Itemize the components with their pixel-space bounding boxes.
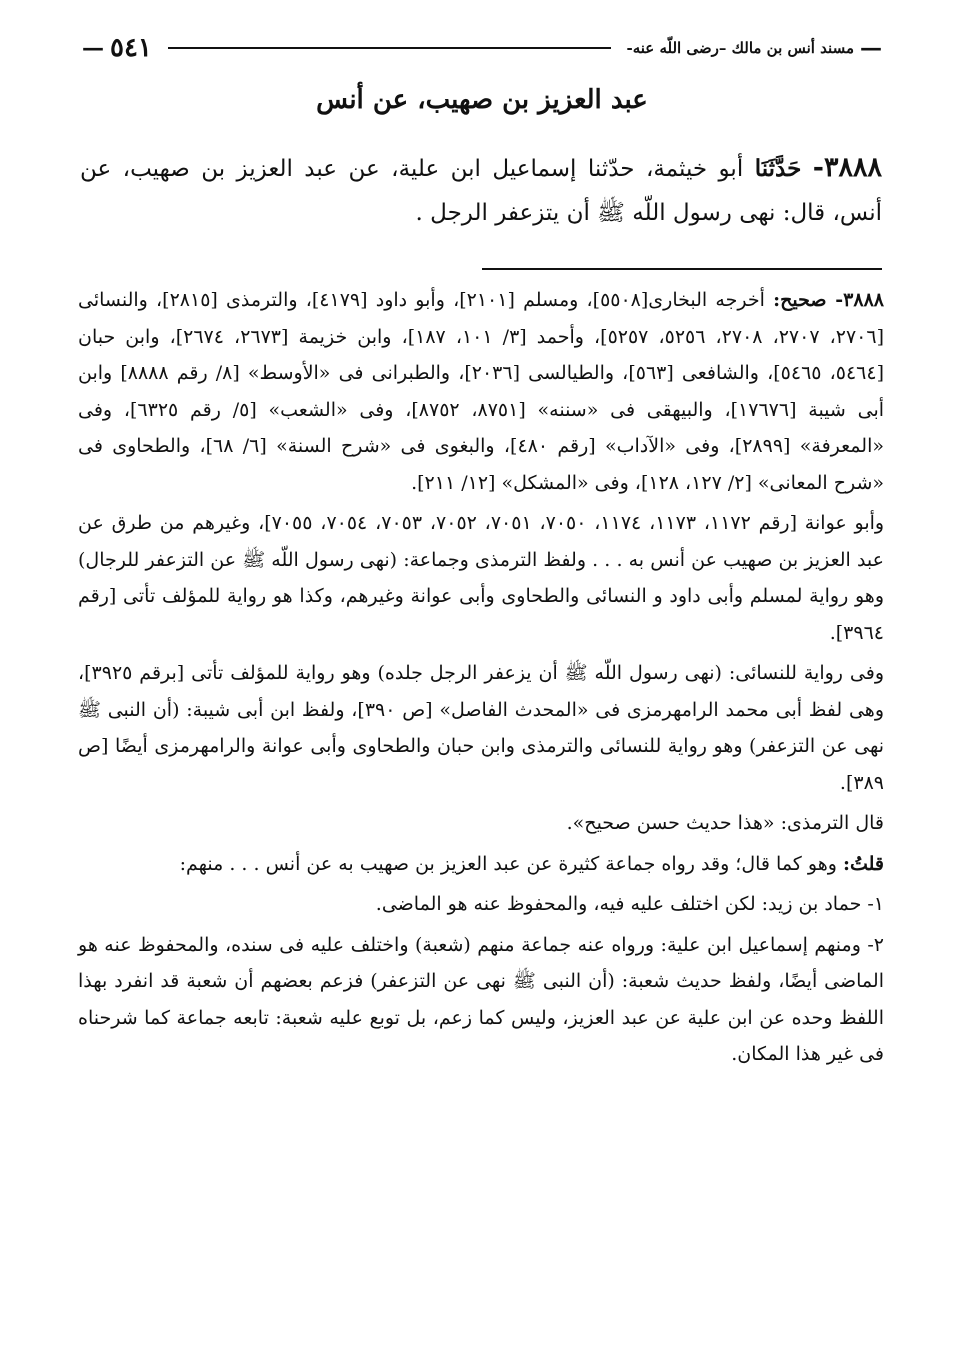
note-text: وأبو عوانة [رقم ١١٧٢، ١١٧٣، ١١٧٤، ٧٠٥٠، ٧٠٥١، ٧٠٥٢، ٧٠٥٣، ٧٠٥٤، ٧٠٥٥]، وغيرهم من طرق عن عبد العزيز بن صهيب عن أنس به . . . ولفظ الترمذى وجماعة: (نهى رسول اللّه ﷺ عن التزعفر للرجال) وهو رواية لمسلم وأبى داود و النسائى والطحاوى وأبى عوانة وغيرهم، وكذا هو رواية للمؤلف تأتى [رقم ٣٩٦٤].: [78, 512, 885, 644]
note-text: أخرجه البخارى[٥٥٠٨]، ومسلم [٢١٠١]، وأبو داود [٤١٧٩]، والترمذى [٢٨١٥]، والنسائى [٢٧٠٦، ٢٧٠٧، ٢٧٠٨، ٥٢٥٦، ٥٢٥٧]، وأحمد [٣/ ١٠١، ١٨٧]، وابن خزيمة [٢٦٧٣، ٢٦٧٤]، وابن حبان [٥٤٦٤، ٥٤٦٥]، والشافعى [٥٦٣]، والطيالسى [٢٠٣٦]، والطبرانى فى «الأوسط» [٨/ رقم ٨٨٨٨] وابن أبى شيبة [١٧٦٧٦]، والبيهقى فى «سننه» [٨٧٥١، ٨٧٥٢]، وفى «الشعب» [٥/ رقم ٦٣٢٥]، وفى «المعرفة» [٢٨٩٩]، وفى «الآداب» [رقم ٤٨٠]، والبغوى فى «شرح السنة» [٦/ ٦٨]، والطحاوى فى «شرح المعانى» [٢/ ١٢٧، ١٢٨]، وفى «المشكل» [١٢/ ٢١١].: [78, 289, 885, 494]
note-paragraph: [78, 805, 884, 842]
note-text: ١- حماد بن زيد: لكن اختلف عليه فيه، والمحفوظ عنه هو الماضى.: [375, 893, 884, 915]
note-paragraph: [78, 886, 884, 923]
hadith-number: ٣٨٨٨-: [812, 152, 883, 183]
section-title: عبد العزيز بن صهيب، عن أنس: [316, 85, 648, 115]
note-paragraph: [78, 282, 884, 501]
note-paragraph: [78, 655, 884, 801]
header-rule: [168, 47, 611, 49]
footnote-separator: [482, 268, 882, 270]
page-number: ٥٤١: [110, 33, 152, 63]
note-paragraph: [78, 505, 884, 651]
page-header: [82, 28, 882, 68]
hadith-text: [80, 146, 882, 235]
running-title: مسند أنس بن مالك –رضى اللّه عنه-: [626, 39, 854, 57]
note-lead: قلتُ:: [842, 852, 884, 875]
note-paragraph: [78, 846, 884, 883]
note-paragraph: [78, 927, 884, 1073]
header-dash-right: —: [860, 35, 882, 61]
header-dash-left: —: [82, 35, 104, 61]
note-text: وهو كما قال؛ وقد رواه جماعة كثيرة عن عبد العزيز بن صهيب به عن أنس . . . منهم:: [179, 852, 837, 875]
footnotes: [78, 282, 884, 1077]
note-text: وفى رواية للنسائى: (نهى رسول اللّه ﷺ أن يزعفر الرجل جلده) وهو رواية للمؤلف تأتى [برقم ٣٩٢٥]، وهى لفظ أبى محمد الرامهرمزى فى «المحدث الفاصل» [ص ٣٩٠]، ولفظ ابن أبى شيبة: (أن النبى ﷺ نهى عن التزعفر) وهو رواية للنسائى والترمذى وابن حبان والطحاوى وأبى عوانة والرامهرمزى أيضًا [ص ٣٨٩].: [78, 662, 884, 794]
note-text: قال الترمذى: «هذا حديث حسن صحيح».: [566, 812, 884, 834]
note-text: ٢- ومنهم إسماعيل ابن علية: ورواه عنه جماعة منهم (شعبة) واختلف عليه فى سنده، والمحفوظ عنه هو الماضى أيضًا، ولفظ حديث شعبة: (أن النبى ﷺ نهى عن التزعفر) فزعم بعضهم أن شعبة قد انفرد بهذا اللفظ وحده عن ابن علية عن عبد العزيز، وليس كما زعم، بل توبع عليه شعبة: تابعه جماعة كما شرحناه فى غير هذا المكان.: [78, 933, 884, 1065]
hadith-opening: حَدَّثَنَا: [754, 155, 802, 182]
hadith-body: أبو خيثمة، حدّثنا إسماعيل ابن علية، عن عبد العزيز بن صهيب، عن أنس، قال: نهى رسول اللّه ﷺ أن يتزعفر الرجل .: [80, 156, 882, 226]
note-lead: ٣٨٨٨- صحيح:: [773, 289, 884, 311]
